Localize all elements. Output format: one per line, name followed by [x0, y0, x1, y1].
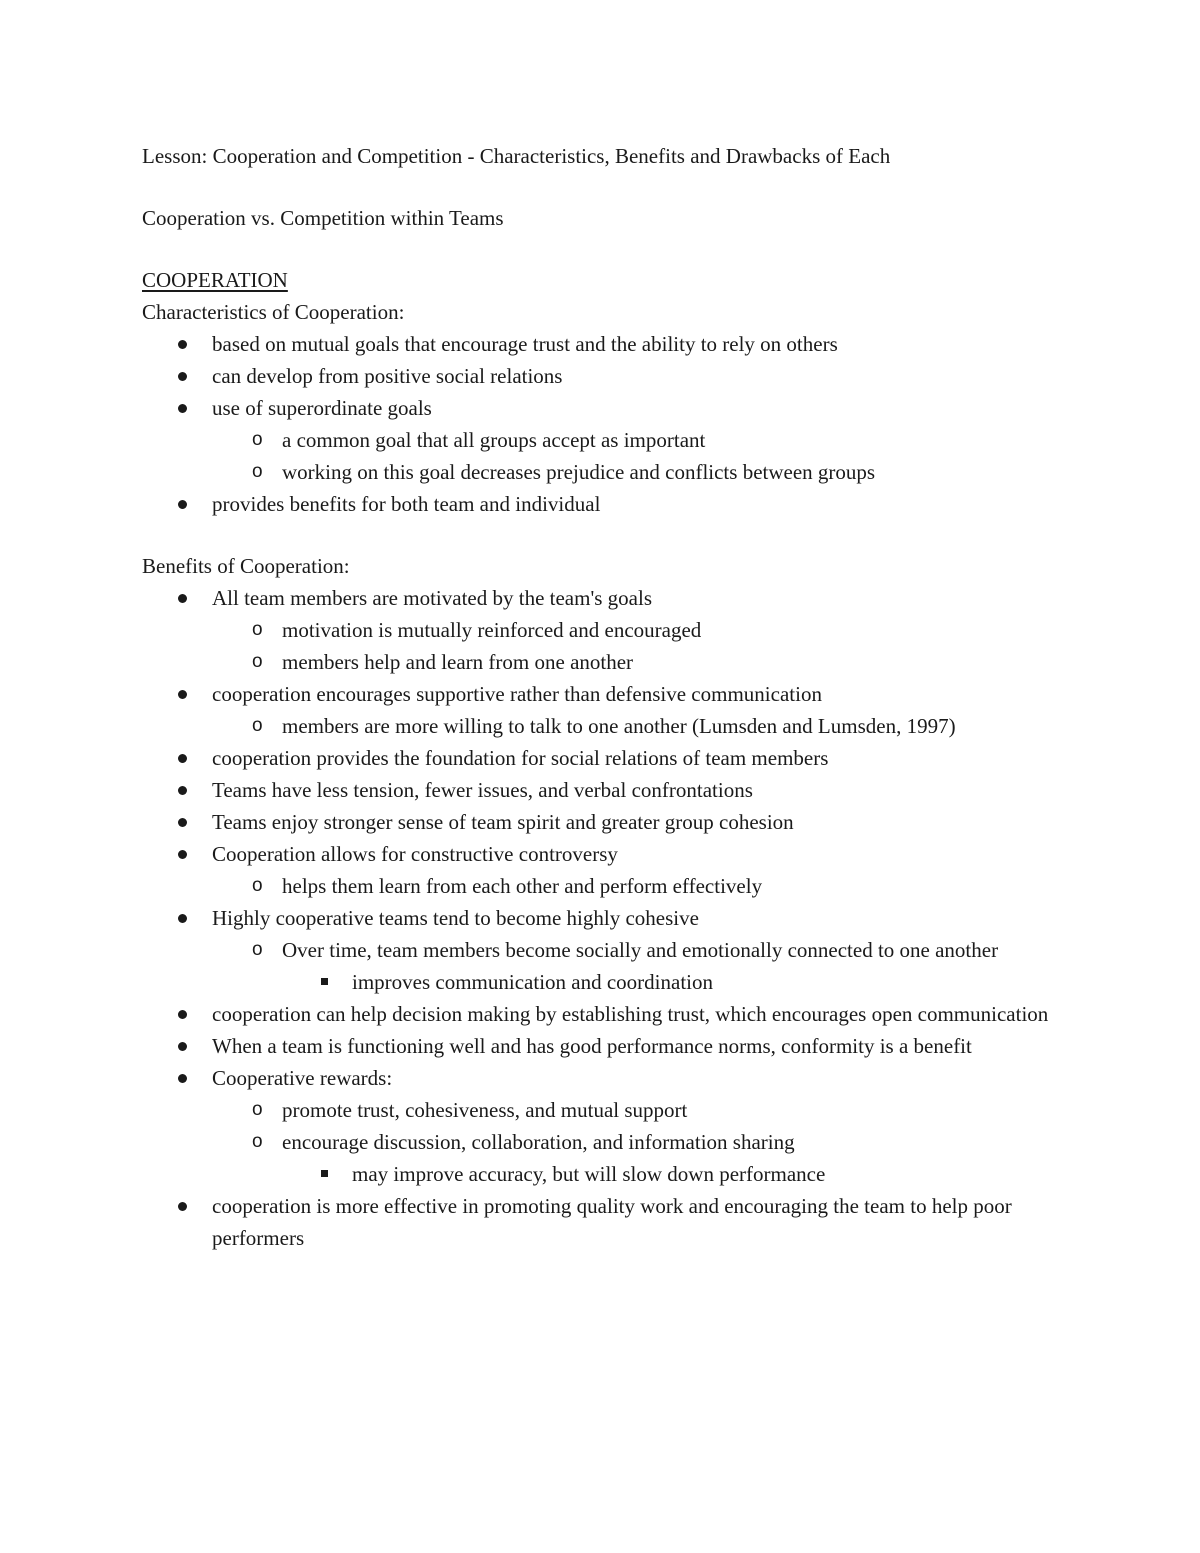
- list-item: Cooperative rewards: o promote trust, cohesiveness, and mutual support o encourage discussion, collaboration, and information sharing may improve accuracy, but will slow down performance: [142, 1062, 1072, 1190]
- sub-list: [282, 614, 1072, 678]
- sub-list-item: o promote trust, cohesiveness, and mutual support: [212, 1094, 1072, 1126]
- page-title: Lesson: Cooperation and Competition - Characteristics, Benefits and Drawbacks of Each: [142, 144, 891, 168]
- characteristics-list: [142, 328, 1072, 520]
- list-item: based on mutual goals that encourage trust and the ability to rely on others: [142, 328, 1072, 360]
- benefits-label: Benefits of Cooperation:: [142, 554, 350, 578]
- sub-sub-list: [352, 966, 1072, 998]
- section-heading-cooperation: COOPERATION: [142, 268, 288, 292]
- page-subtitle: Cooperation vs. Competition within Teams: [142, 206, 504, 230]
- list-item: provides benefits for both team and individual: [142, 488, 1072, 520]
- list-item: Highly cooperative teams tend to become highly cohesive o Over time, team members become socially and emotionally connected to one another improves communication and coordination: [142, 902, 1072, 998]
- list-item: cooperation encourages supportive rather than defensive communication o members are more willing to talk to one another (Lumsden and Lumsden, 1997): [142, 678, 1072, 742]
- list-item: Teams enjoy stronger sense of team spirit and greater group cohesion: [142, 806, 1072, 838]
- list-item: cooperation can help decision making by establishing trust, which encourages open communication: [142, 998, 1072, 1030]
- sub-list-item: o motivation is mutually reinforced and encouraged: [212, 614, 1072, 646]
- sub-list-item: o members are more willing to talk to one another (Lumsden and Lumsden, 1997): [212, 710, 1072, 742]
- list-item: When a team is functioning well and has good performance norms, conformity is a benefit: [142, 1030, 1072, 1062]
- sub-sub-list-item: may improve accuracy, but will slow down performance: [282, 1158, 1072, 1190]
- list-item: Teams have less tension, fewer issues, and verbal confrontations: [142, 774, 1072, 806]
- sub-list: [282, 934, 1072, 998]
- sub-list-item: o helps them learn from each other and perform effectively: [212, 870, 1072, 902]
- sub-list: [282, 870, 1072, 902]
- list-item: All team members are motivated by the team's goals o motivation is mutually reinforced and encouraged o members help and learn from one another: [142, 582, 1072, 678]
- sub-list-item: o Over time, team members become socially and emotionally connected to one another improves communication and coordination: [212, 934, 1072, 998]
- document-page: [142, 140, 1072, 1254]
- sub-sub-list: [352, 1158, 1072, 1190]
- sub-list-item: o members help and learn from one another: [212, 646, 1072, 678]
- list-item: cooperation provides the foundation for social relations of team members: [142, 742, 1072, 774]
- sub-list: [282, 424, 1072, 488]
- sub-list-item: o working on this goal decreases prejudice and conflicts between groups: [212, 456, 1072, 488]
- benefits-list: [142, 582, 1072, 1254]
- list-item: cooperation is more effective in promoting quality work and encouraging the team to help poor performers: [142, 1190, 1072, 1254]
- sub-list-item: o encourage discussion, collaboration, and information sharing may improve accuracy, but will slow down performance: [212, 1126, 1072, 1190]
- characteristics-label: Characteristics of Cooperation:: [142, 300, 405, 324]
- list-item: Cooperation allows for constructive controversy o helps them learn from each other and perform effectively: [142, 838, 1072, 902]
- sub-sub-list-item: improves communication and coordination: [282, 966, 1072, 998]
- list-item: can develop from positive social relations: [142, 360, 1072, 392]
- sub-list: [282, 710, 1072, 742]
- sub-list: [282, 1094, 1072, 1190]
- list-item: use of superordinate goals o a common goal that all groups accept as important o working on this goal decreases prejudice and conflicts between groups: [142, 392, 1072, 488]
- sub-list-item: o a common goal that all groups accept as important: [212, 424, 1072, 456]
